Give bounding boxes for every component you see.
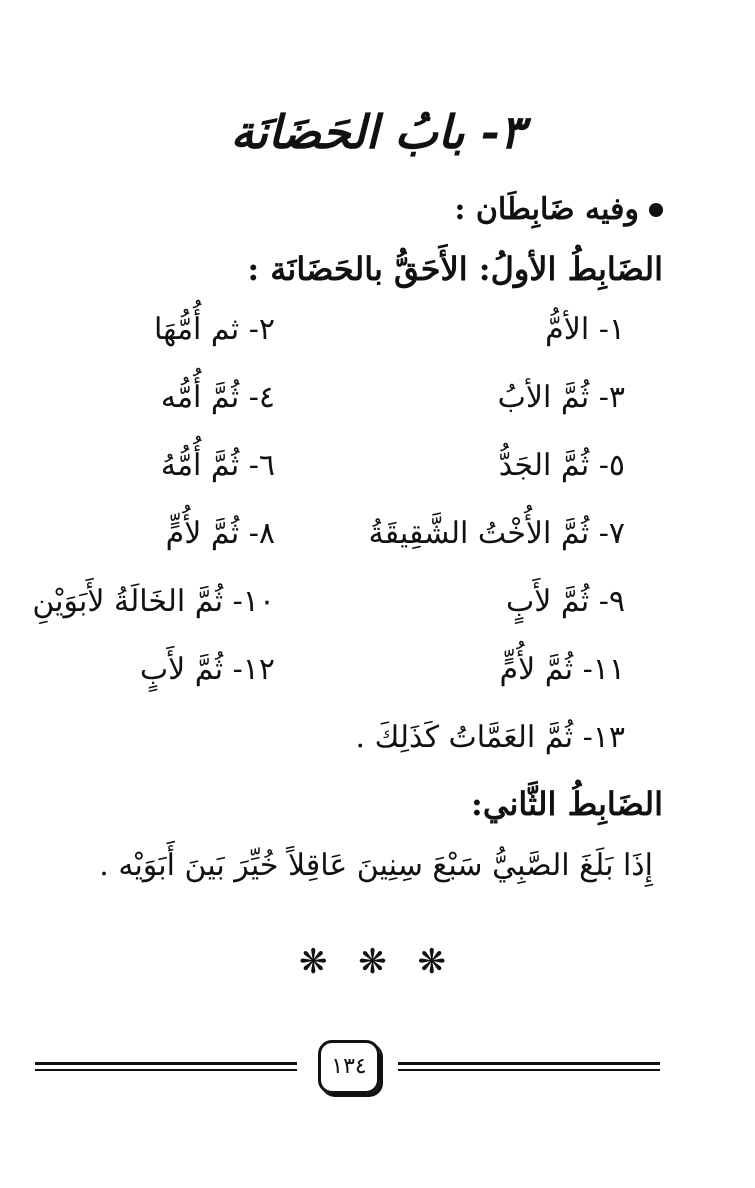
list-item: ٧- ثُمَّ الأُخْتُ الشَّقِيقَةُ (368, 516, 625, 551)
list-item: ٥- ثُمَّ الجَدُّ (498, 448, 625, 483)
list-item: ٤- ثُمَّ أُمُّه (160, 380, 275, 415)
rule-one-heading: الضَابِطُ الأولُ: الأَحَقُّ بالحَضَانَة : (247, 250, 663, 288)
list-item: ٢- ثم أُمُّهَا (153, 312, 275, 347)
footer-divider-left (35, 1062, 297, 1065)
list-item: ١٢- ثُمَّ لأَبٍ (139, 652, 275, 687)
rule-two-heading: الضَابِطُ الثَّاني: (471, 785, 663, 823)
intro-text: وفيه ضَابِطَان : (454, 192, 639, 227)
list-item: ١١- ثُمَّ لأُمٍّ (499, 652, 625, 687)
custody-order-list (0, 312, 755, 782)
list-item: ٣- ثُمَّ الأبُ (497, 380, 625, 415)
list-item: ٨- ثُمَّ لأُمٍّ (165, 516, 275, 551)
footer-divider-right (398, 1062, 660, 1065)
bullet-icon (649, 203, 663, 217)
list-item: ٦- ثُمَّ أُمُّهُ (160, 448, 275, 483)
rule-two-text: إِذَا بَلَغَ الصَّبِيُّ سَبْعَ سِنِينَ عَاقِلاً خُيِّرَ بَينَ أَبَوَيْه . (99, 848, 653, 883)
chapter-title: ٣- بابُ الحَضَانَة (230, 105, 525, 159)
intro-line (454, 192, 663, 227)
list-item: ٩- ثُمَّ لأَبٍ (505, 584, 625, 619)
page-number: ١٣٤ (318, 1040, 380, 1094)
list-item: ١- الأمُّ (545, 312, 625, 347)
list-item: ١٠- ثُمَّ الخَالَةُ لأَبَوَيْنِ (32, 584, 275, 619)
asterism-ornament: ❋ ❋ ❋ (298, 942, 457, 982)
list-item: ١٣- ثُمَّ العَمَّاتُ كَذَلِكَ . (355, 720, 625, 755)
